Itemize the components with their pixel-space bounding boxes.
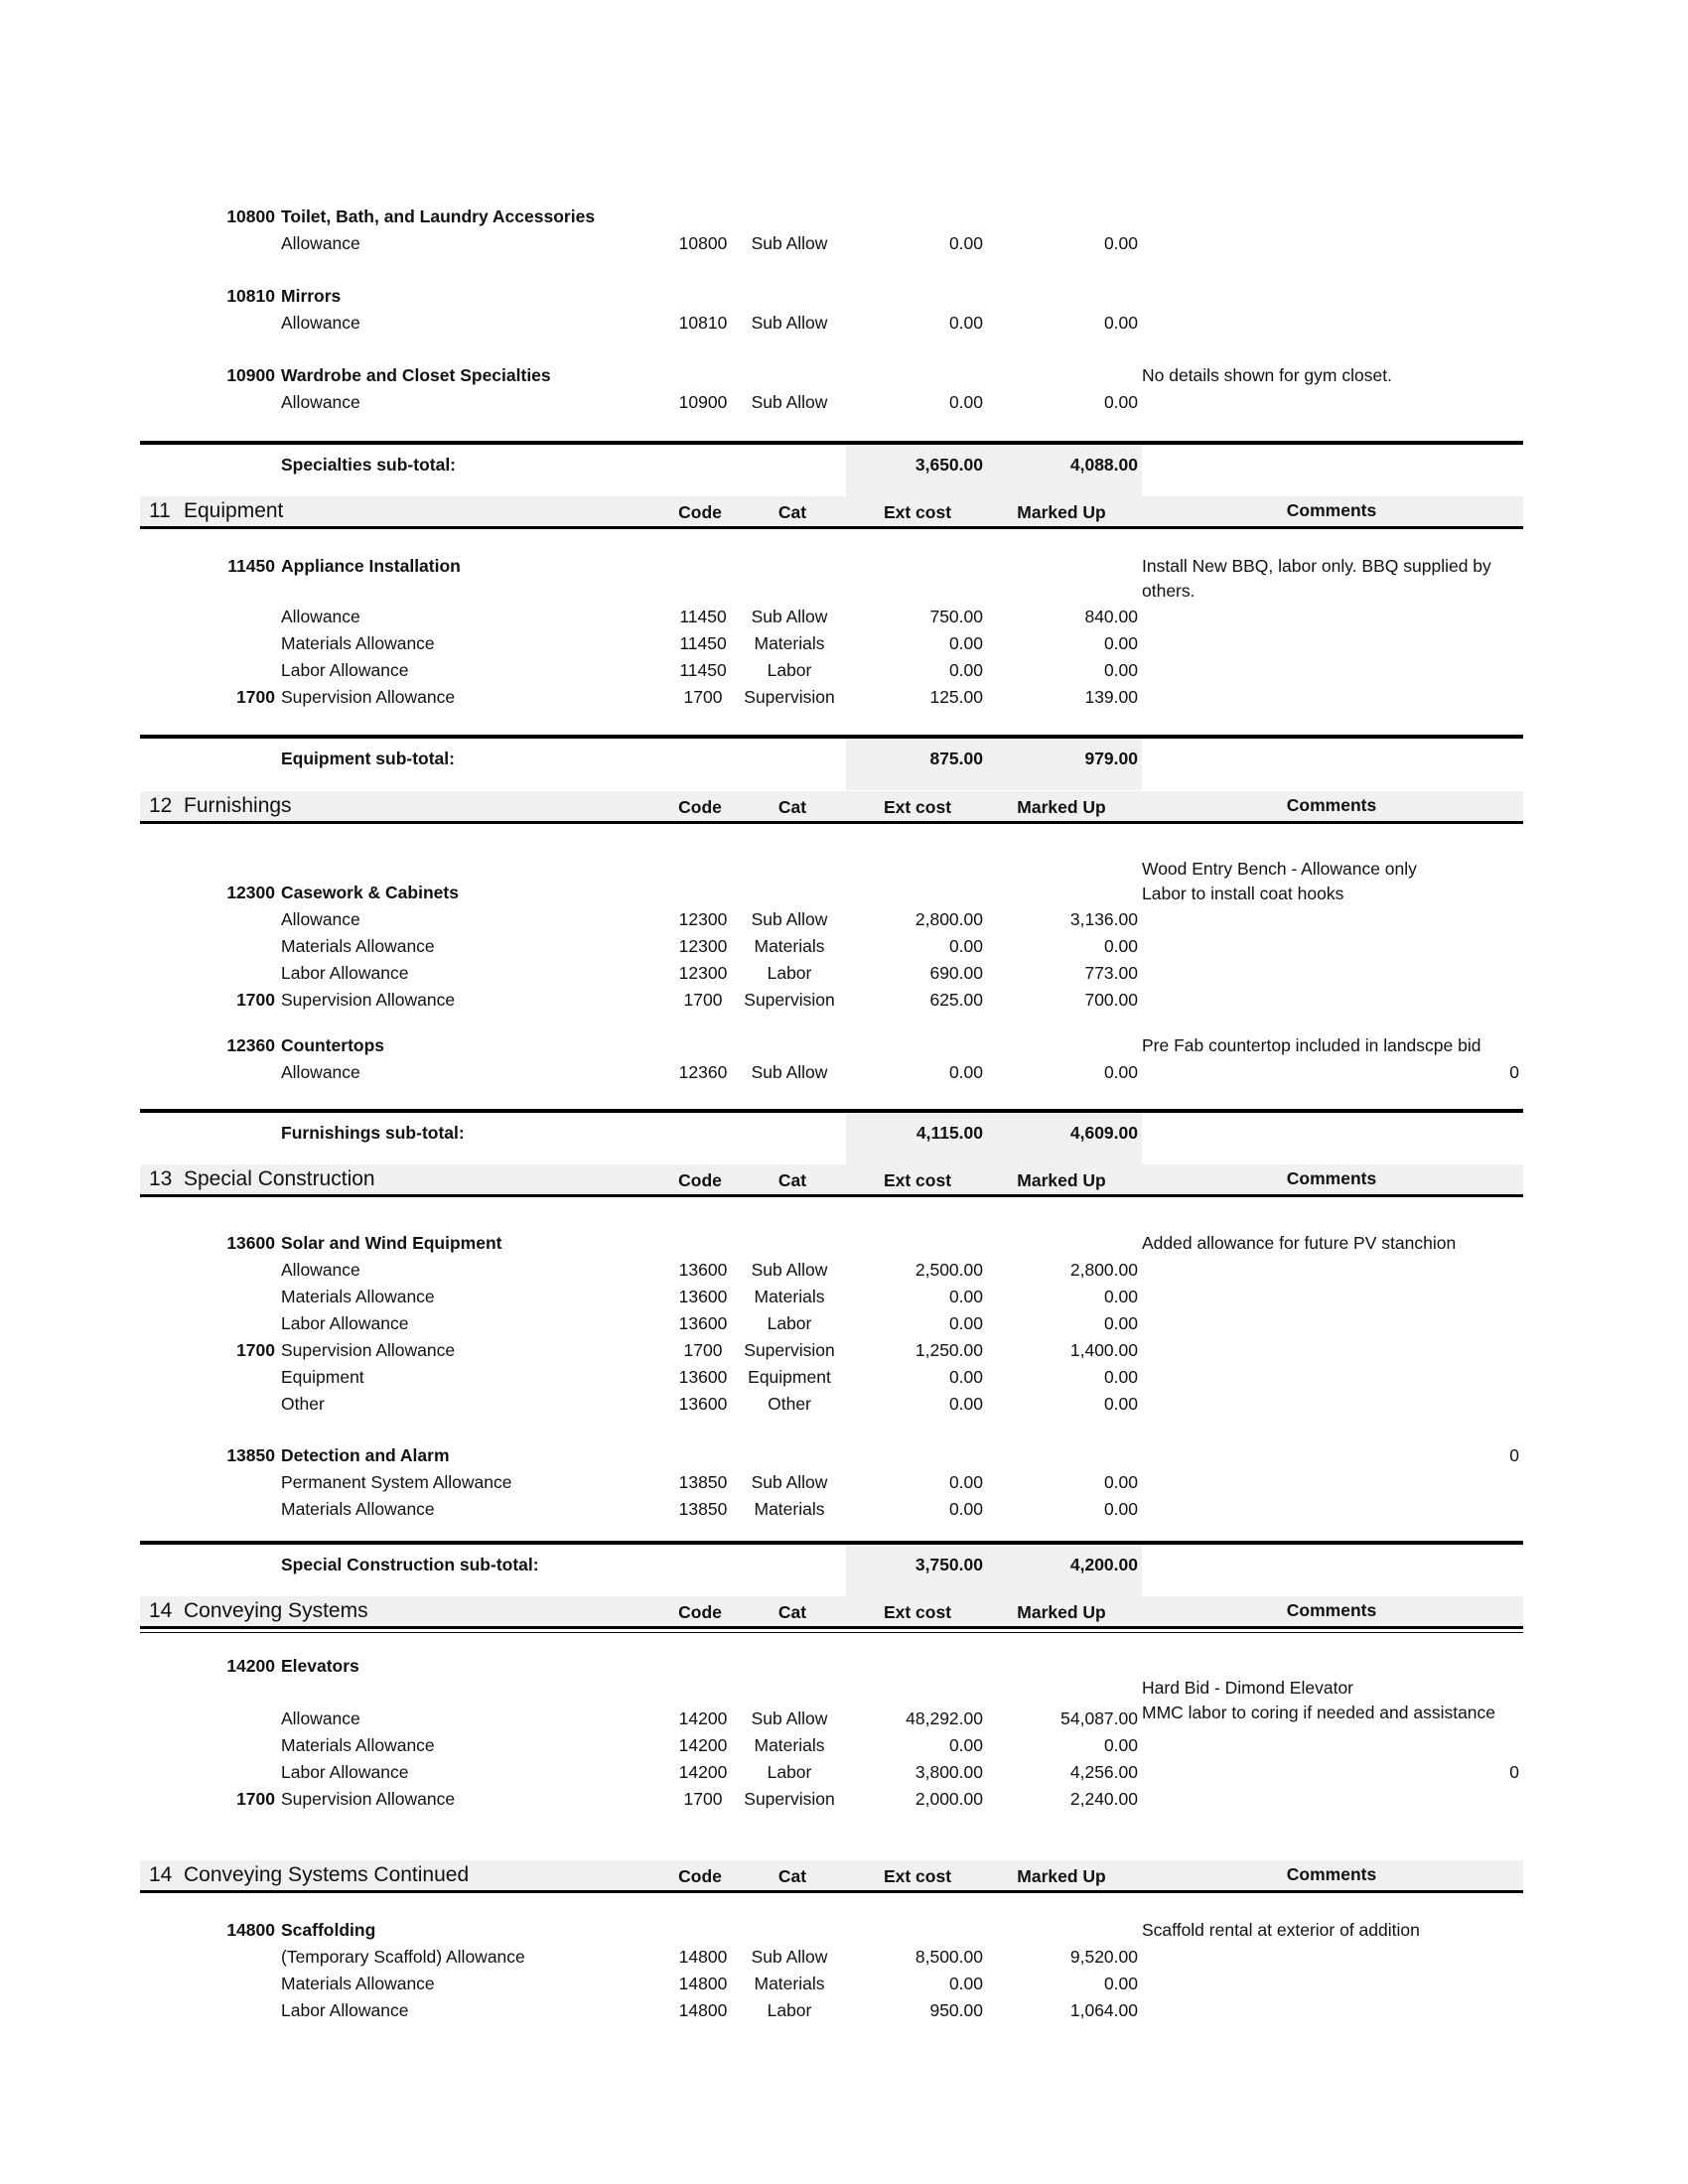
line-description: Allowance <box>281 233 360 253</box>
subtotal-label: Equipment sub-total: <box>281 749 455 768</box>
section-header-rule <box>140 821 1523 824</box>
line-marked-up: 0.00 <box>1103 1367 1138 1387</box>
line-category: Supervision <box>744 687 835 707</box>
col-header-ext-cost: Ext cost <box>883 502 952 522</box>
group-name: Mirrors <box>281 286 342 306</box>
line-code: 11450 <box>679 660 727 680</box>
line-code: 13600 <box>678 1394 728 1414</box>
line-description: Materials Allowance <box>281 1735 435 1755</box>
line-marked-up: 0.00 <box>1103 1287 1138 1306</box>
group-name: Appliance Installation <box>281 556 461 576</box>
line-description: Materials Allowance <box>281 1499 435 1519</box>
group-name: Scaffolding <box>281 1920 376 1940</box>
line-marked-up: 2,240.00 <box>1069 1789 1138 1809</box>
line-marked-up: 0.00 <box>1103 1313 1138 1333</box>
line-ext-cost: 690.00 <box>929 963 983 983</box>
line-ext-cost: 0.00 <box>948 392 983 412</box>
line-marked-up: 0.00 <box>1103 1394 1138 1414</box>
comment-value: 0 <box>1509 1062 1519 1082</box>
group-number: 13850 <box>226 1445 275 1465</box>
line-description: Supervision Allowance <box>281 687 456 707</box>
line-marked-up: 139.00 <box>1084 687 1138 707</box>
line-description: Labor Allowance <box>281 1762 409 1782</box>
line-category: Labor <box>767 1762 812 1782</box>
comment: Added allowance for future PV stanchion <box>1142 1233 1457 1253</box>
subtotal-rule <box>140 441 1523 445</box>
subtotal-marked-up: 4,088.00 <box>1069 455 1138 475</box>
group-name: Detection and Alarm <box>281 1445 450 1465</box>
line-description: Allowance <box>281 1062 360 1082</box>
line-marked-up: 0.00 <box>1103 392 1138 412</box>
line-ext-cost: 0.00 <box>948 1394 983 1414</box>
comment: No details shown for gym closet. <box>1142 365 1392 385</box>
line-code: 13600 <box>678 1287 728 1306</box>
line-description: Other <box>281 1394 325 1414</box>
line-ext-cost: 1,250.00 <box>914 1340 983 1360</box>
comment: Install New BBQ, labor only. BBQ supplied by others. <box>1142 556 1491 601</box>
line-ext-cost: 0.00 <box>948 1472 983 1492</box>
subtotal-rule <box>140 1109 1523 1113</box>
line-ext-cost: 8,500.00 <box>914 1947 983 1967</box>
line-category: Labor <box>767 963 812 983</box>
line-code: 10900 <box>678 392 728 412</box>
line-ext-cost: 0.00 <box>948 633 983 653</box>
line-ext-cost: 0.00 <box>948 233 983 253</box>
line-ext-cost: 0.00 <box>948 1367 983 1387</box>
group-number: 10800 <box>226 206 275 226</box>
line-category: Supervision <box>744 1340 835 1360</box>
line-ext-cost: 0.00 <box>948 1062 983 1082</box>
subtotal-marked-up: 4,200.00 <box>1069 1555 1138 1574</box>
line-marked-up: 700.00 <box>1084 990 1138 1010</box>
col-header-cat: Cat <box>777 1602 807 1622</box>
line-code: 12300 <box>678 909 728 929</box>
line-category: Other <box>768 1394 811 1414</box>
line-category: Labor <box>767 1313 812 1333</box>
col-header-marked-up: Marked Up <box>1017 1602 1106 1622</box>
line-description: Labor Allowance <box>281 963 409 983</box>
comment: Wood Entry Bench - Allowance only Labor to install coat hooks <box>1142 859 1417 903</box>
line-code: 14800 <box>678 1947 728 1967</box>
section-number: 11 <box>149 499 171 522</box>
line-description: Materials Allowance <box>281 936 435 956</box>
section-title: Furnishings <box>184 794 292 817</box>
line-marked-up: 0.00 <box>1103 233 1138 253</box>
col-header-code: Code <box>678 1602 722 1622</box>
subtotal-ext-cost: 4,115.00 <box>915 1123 983 1143</box>
col-header-marked-up: Marked Up <box>1017 1866 1106 1886</box>
line-marked-up: 773.00 <box>1084 963 1138 983</box>
line-marked-up: 54,087.00 <box>1060 1708 1138 1728</box>
line-category: Sub Allow <box>751 909 828 929</box>
line-category: Supervision <box>744 1789 835 1809</box>
line-marked-up: 0.00 <box>1103 660 1138 680</box>
line-category: Labor <box>767 660 812 680</box>
line-category: Sub Allow <box>751 1708 828 1728</box>
subtotal-label: Specialties sub-total: <box>281 455 457 475</box>
subtotal-label: Furnishings sub-total: <box>281 1123 465 1143</box>
line-category: Materials <box>754 1499 825 1519</box>
line-category: Sub Allow <box>751 233 828 253</box>
line-ext-cost: 0.00 <box>948 1313 983 1333</box>
line-code: 10800 <box>678 233 728 253</box>
col-header-code: Code <box>678 502 722 522</box>
line-marked-up: 2,800.00 <box>1069 1260 1138 1280</box>
line-description: Equipment <box>281 1367 364 1387</box>
line-marked-up: 3,136.00 <box>1069 909 1138 929</box>
line-ext-cost: 625.00 <box>929 990 983 1010</box>
line-ext-cost: 3,800.00 <box>914 1762 983 1782</box>
line-category: Sub Allow <box>751 1260 828 1280</box>
line-category: Sub Allow <box>751 313 828 333</box>
section-number: 13 <box>149 1167 173 1190</box>
line-description: Materials Allowance <box>281 1974 435 1993</box>
line-marked-up: 0.00 <box>1103 1735 1138 1755</box>
col-header-code: Code <box>678 1170 722 1190</box>
subtotal-label: Special Construction sub-total: <box>281 1555 539 1574</box>
line-description: Permanent System Allowance <box>281 1472 512 1492</box>
section-header-rule <box>140 1890 1523 1893</box>
group-name: Wardrobe and Closet Specialties <box>281 365 551 385</box>
section-number: 14 <box>149 1599 173 1622</box>
comment: Scaffold rental at exterior of addition <box>1142 1920 1420 1940</box>
section-title: Conveying Systems <box>184 1599 368 1622</box>
group-number: 10900 <box>226 365 275 385</box>
group-number: 13600 <box>226 1233 275 1253</box>
line-marked-up: 0.00 <box>1103 936 1138 956</box>
line-ext-cost: 0.00 <box>948 660 983 680</box>
col-header-ext-cost: Ext cost <box>883 1170 952 1190</box>
line-category: Sub Allow <box>751 1062 828 1082</box>
subtotal-rule <box>140 735 1523 739</box>
col-header-code: Code <box>678 797 722 817</box>
group-name: Casework & Cabinets <box>281 883 459 902</box>
subtotal-ext-cost: 875.00 <box>929 749 983 768</box>
subtotal-rule <box>140 1541 1523 1545</box>
line-ext-cost: 2,500.00 <box>914 1260 983 1280</box>
line-marked-up: 0.00 <box>1103 1062 1138 1082</box>
line-description: Allowance <box>281 313 360 333</box>
line-category: Materials <box>754 936 825 956</box>
section-number: 14 <box>149 1863 173 1886</box>
col-header-comments: Comments <box>1286 1600 1377 1620</box>
group-name: Solar and Wind Equipment <box>281 1233 502 1253</box>
line-ext-cost: 950.00 <box>929 2000 983 2020</box>
line-code: 14800 <box>678 2000 728 2020</box>
line-ext-cost: 0.00 <box>948 1974 983 1993</box>
group-number: 14200 <box>226 1656 275 1676</box>
group-number: 12300 <box>226 883 275 902</box>
col-header-cat: Cat <box>777 1866 807 1886</box>
col-header-marked-up: Marked Up <box>1017 797 1106 817</box>
line-description: Allowance <box>281 392 360 412</box>
line-category: Sub Allow <box>751 1472 828 1492</box>
line-ext-cost: 0.00 <box>948 313 983 333</box>
line-code: 14200 <box>678 1762 728 1782</box>
line-description: Supervision Allowance <box>281 1340 456 1360</box>
col-header-comments: Comments <box>1286 1864 1377 1884</box>
line-code: 13600 <box>678 1260 728 1280</box>
line-marked-up: 0.00 <box>1103 1472 1138 1492</box>
section-header-rule-2 <box>140 1632 1523 1633</box>
line-code: 10810 <box>678 313 728 333</box>
line-ext-cost: 0.00 <box>948 936 983 956</box>
line-code: 13600 <box>678 1367 728 1387</box>
comment-value: 0 <box>1509 1762 1519 1782</box>
subtotal-ext-cost: 3,650.00 <box>914 455 983 475</box>
line-category: Labor <box>767 2000 812 2020</box>
line-lead-code: 1700 <box>236 687 275 707</box>
col-header-comments: Comments <box>1286 795 1377 815</box>
line-code: 13850 <box>678 1499 728 1519</box>
line-code: 12300 <box>678 963 728 983</box>
comment: Hard Bid - Dimond Elevator MMC labor to coring if needed and assistance <box>1142 1678 1496 1722</box>
line-code: 12360 <box>678 1062 728 1082</box>
col-header-cat: Cat <box>777 1170 807 1190</box>
section-title: Equipment <box>184 499 284 522</box>
line-lead-code: 1700 <box>236 1789 275 1809</box>
col-header-ext-cost: Ext cost <box>883 1866 952 1886</box>
section-header-rule <box>140 1626 1523 1629</box>
section-number: 12 <box>149 794 173 817</box>
line-code: 11450 <box>679 607 727 626</box>
line-description: Allowance <box>281 1708 360 1728</box>
line-category: Materials <box>754 1974 825 1993</box>
line-code: 11450 <box>679 633 727 653</box>
subtotal-marked-up: 979.00 <box>1084 749 1138 768</box>
col-header-marked-up: Marked Up <box>1017 502 1106 522</box>
line-description: Supervision Allowance <box>281 1789 456 1809</box>
group-number: 12360 <box>226 1035 275 1055</box>
group-name: Toilet, Bath, and Laundry Accessories <box>281 206 596 226</box>
line-marked-up: 9,520.00 <box>1069 1947 1138 1967</box>
subtotal-marked-up: 4,609.00 <box>1069 1123 1138 1143</box>
group-number: 11450 <box>227 556 275 576</box>
line-description: Materials Allowance <box>281 633 435 653</box>
line-marked-up: 840.00 <box>1084 607 1138 626</box>
line-code: 1700 <box>683 990 723 1010</box>
line-ext-cost: 0.00 <box>948 1735 983 1755</box>
comment: Pre Fab countertop included in landscpe bid <box>1142 1035 1481 1055</box>
line-category: Materials <box>754 1735 825 1755</box>
line-ext-cost: 48,292.00 <box>906 1708 983 1728</box>
line-code: 14200 <box>678 1708 728 1728</box>
line-marked-up: 0.00 <box>1103 1974 1138 1993</box>
line-code: 1700 <box>683 687 723 707</box>
line-description: Labor Allowance <box>281 1313 409 1333</box>
line-description: Allowance <box>281 1260 360 1280</box>
line-description: Allowance <box>281 909 360 929</box>
line-description: Allowance <box>281 607 360 626</box>
line-description: Labor Allowance <box>281 660 409 680</box>
line-category: Sub Allow <box>751 1947 828 1967</box>
group-number: 14800 <box>226 1920 275 1940</box>
line-code: 13850 <box>678 1472 728 1492</box>
line-ext-cost: 750.00 <box>929 607 983 626</box>
line-description: Materials Allowance <box>281 1287 435 1306</box>
line-ext-cost: 0.00 <box>948 1499 983 1519</box>
line-lead-code: 1700 <box>236 990 275 1010</box>
comment-value: 0 <box>1509 1445 1519 1465</box>
section-title: Special Construction <box>184 1167 375 1190</box>
col-header-cat: Cat <box>777 502 807 522</box>
line-category: Supervision <box>744 990 835 1010</box>
line-code: 14200 <box>678 1735 728 1755</box>
line-category: Materials <box>754 633 825 653</box>
line-ext-cost: 2,800.00 <box>914 909 983 929</box>
line-description: Labor Allowance <box>281 2000 409 2020</box>
subtotal-ext-cost: 3,750.00 <box>914 1555 983 1574</box>
section-title: Conveying Systems Continued <box>184 1863 470 1886</box>
line-category: Equipment <box>748 1367 831 1387</box>
section-header-rule <box>140 1194 1523 1197</box>
col-header-marked-up: Marked Up <box>1017 1170 1106 1190</box>
col-header-cat: Cat <box>777 797 807 817</box>
group-name: Elevators <box>281 1656 359 1676</box>
line-category: Sub Allow <box>751 392 828 412</box>
line-category: Materials <box>754 1287 825 1306</box>
line-code: 12300 <box>678 936 728 956</box>
line-marked-up: 0.00 <box>1103 1499 1138 1519</box>
col-header-ext-cost: Ext cost <box>883 1602 952 1622</box>
line-code: 13600 <box>678 1313 728 1333</box>
line-marked-up: 4,256.00 <box>1069 1762 1138 1782</box>
col-header-comments: Comments <box>1286 500 1377 520</box>
line-marked-up: 0.00 <box>1103 313 1138 333</box>
line-marked-up: 1,400.00 <box>1069 1340 1138 1360</box>
line-code: 14800 <box>678 1974 728 1993</box>
line-ext-cost: 0.00 <box>948 1287 983 1306</box>
section-header-rule <box>140 526 1523 529</box>
col-header-code: Code <box>678 1866 722 1886</box>
group-name: Countertops <box>281 1035 385 1055</box>
line-marked-up: 1,064.00 <box>1069 2000 1138 2020</box>
group-number: 10810 <box>226 286 275 306</box>
col-header-ext-cost: Ext cost <box>883 797 952 817</box>
line-description: (Temporary Scaffold) Allowance <box>281 1947 525 1967</box>
line-marked-up: 0.00 <box>1103 633 1138 653</box>
line-lead-code: 1700 <box>236 1340 275 1360</box>
line-ext-cost: 125.00 <box>929 687 983 707</box>
line-category: Sub Allow <box>751 607 828 626</box>
col-header-comments: Comments <box>1286 1168 1377 1188</box>
line-code: 1700 <box>683 1340 723 1360</box>
line-code: 1700 <box>683 1789 723 1809</box>
line-ext-cost: 2,000.00 <box>914 1789 983 1809</box>
line-description: Supervision Allowance <box>281 990 456 1010</box>
